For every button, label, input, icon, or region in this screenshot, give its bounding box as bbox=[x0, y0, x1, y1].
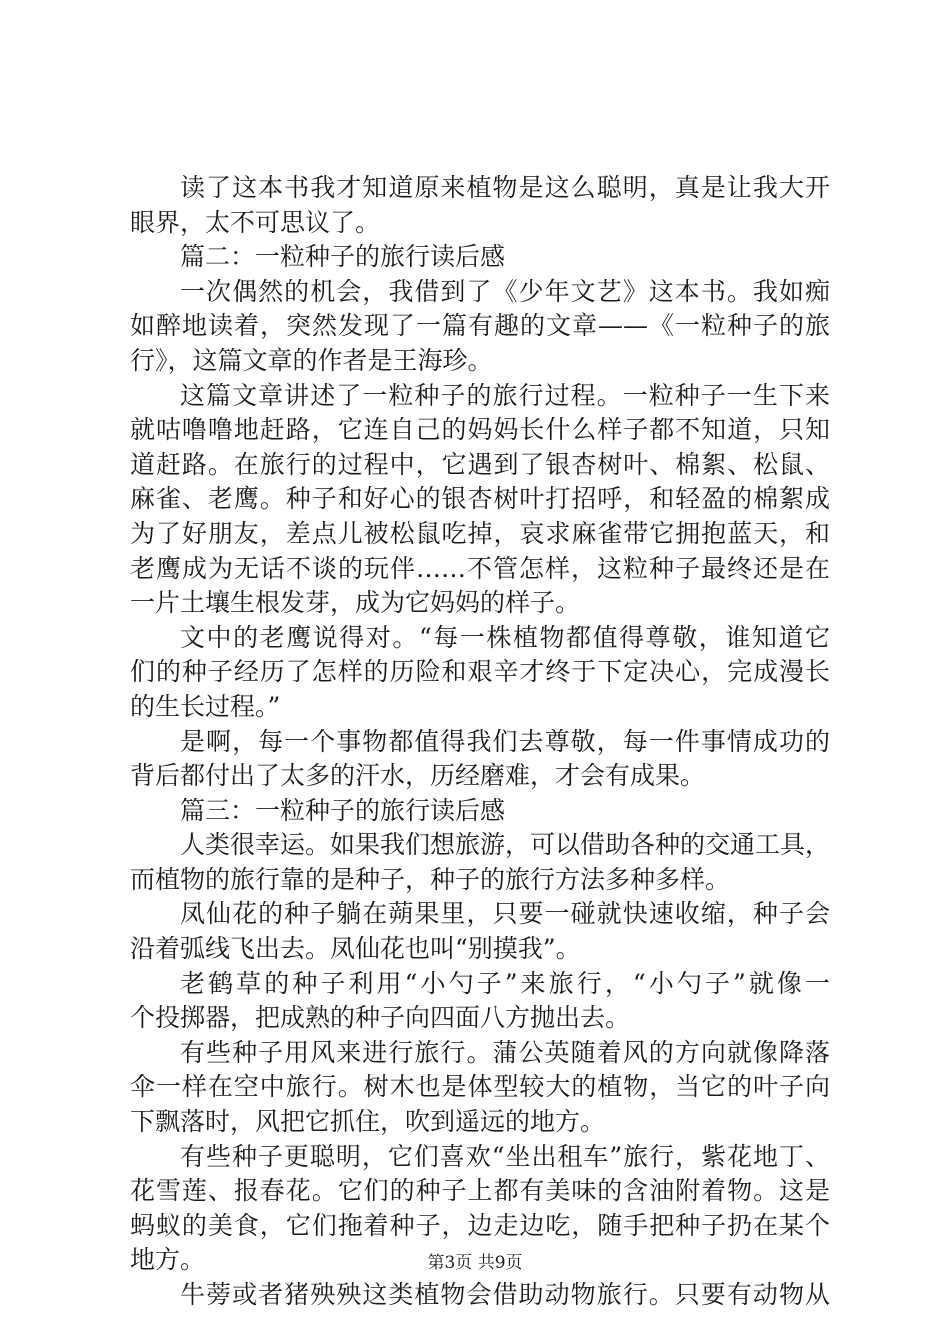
document-body bbox=[130, 171, 830, 1313]
text-line: 一片土壤生根发芽，成为它妈妈的样子。 bbox=[130, 588, 581, 618]
page-footer: 第3页 共9页 bbox=[427, 1253, 523, 1273]
text-line: 老鹰成为无话不谈的玩伴……不管怎样，这粒种子最终还是在 bbox=[130, 553, 830, 583]
text-line: 牛蒡或者猪殃殃这类植物会借助动物旅行。只要有动物从 bbox=[180, 1280, 830, 1309]
text-line: 这篇文章讲述了一粒种子的旅行过程。一粒种子一生下来 bbox=[180, 380, 830, 410]
text-line: 老鹤草的种子利用“小勺子”来旅行，“小勺子”就像一 bbox=[180, 968, 830, 998]
text-line: 而植物的旅行靠的是种子，种子的旅行方法多种多样。 bbox=[130, 864, 731, 894]
text-line: 道赶路。在旅行的过程中，它遇到了银杏树叶、棉絮、松鼠、 bbox=[130, 449, 830, 479]
text-line: 凤仙花的种子躺在蒴果里，只要一碰就快速收缩，种子会 bbox=[180, 899, 830, 929]
text-line: 如醉地读着，突然发现了一篇有趣的文章——《一粒种子的旅 bbox=[130, 311, 830, 341]
text-line: 行》，这篇文章的作者是王海珍。 bbox=[130, 345, 493, 375]
text-line: 就咕噜噜地赶路，它连自己的妈妈长什么样子都不知道，只知 bbox=[130, 415, 830, 445]
text-line: 读了这本书我才知道原来植物是这么聪明，真是让我大开 bbox=[180, 173, 830, 202]
text-line: 一次偶然的机会，我借到了《少年文艺》这本书。我如痴 bbox=[180, 276, 830, 306]
text-line: 蚂蚁的美食，它们拖着种子，边走边吃，随手把种子扔在某个 bbox=[130, 1210, 830, 1240]
text-line: 是啊，每一个事物都值得我们去尊敬，每一件事情成功的 bbox=[180, 726, 830, 756]
text-line: 麻雀、老鹰。种子和好心的银杏树叶打招呼，和轻盈的棉絮成 bbox=[130, 484, 830, 514]
text-line: 眼界，太不可思议了。 bbox=[130, 207, 381, 237]
text-line: 篇三：一粒种子的旅行读后感 bbox=[180, 795, 506, 825]
text-line: 文中的老鹰说得对。“每一株植物都值得尊敬，谁知道它 bbox=[180, 622, 830, 652]
text-line: 地方。 bbox=[130, 1245, 206, 1275]
text-line: 个投掷器，把成熟的种子向四面八方抛出去。 bbox=[130, 1003, 631, 1033]
text-line: 花雪莲、报春花。它们的种子上都有美味的含油附着物。这是 bbox=[130, 1176, 830, 1206]
text-line: 的生长过程。” bbox=[130, 691, 281, 721]
text-line: 有些种子更聪明，它们喜欢“坐出租车”旅行，紫花地丁、 bbox=[180, 1141, 830, 1171]
text-line: 人类很幸运。如果我们想旅游，可以借助各种的交通工具， bbox=[180, 830, 831, 860]
text-line: 伞一样在空中旅行。树木也是体型较大的植物，当它的叶子向 bbox=[130, 1072, 830, 1102]
text-line: 为了好朋友，差点儿被松鼠吃掉，哀求麻雀带它拥抱蓝天，和 bbox=[130, 518, 830, 548]
text-line: 篇二：一粒种子的旅行读后感 bbox=[180, 242, 506, 272]
text-line: 背后都付出了太多的汗水，历经磨难，才会有成果。 bbox=[130, 761, 706, 791]
text-line: 们的种子经历了怎样的历险和艰辛才终于下定决心，完成漫长 bbox=[130, 657, 830, 687]
text-line: 下飘落时，风把它抓住，吹到遥远的地方。 bbox=[130, 1107, 606, 1137]
text-line: 有些种子用风来进行旅行。蒲公英随着风的方向就像降落 bbox=[180, 1037, 830, 1067]
text-line: 沿着弧线飞出去。凤仙花也叫“别摸我”。 bbox=[130, 934, 581, 964]
